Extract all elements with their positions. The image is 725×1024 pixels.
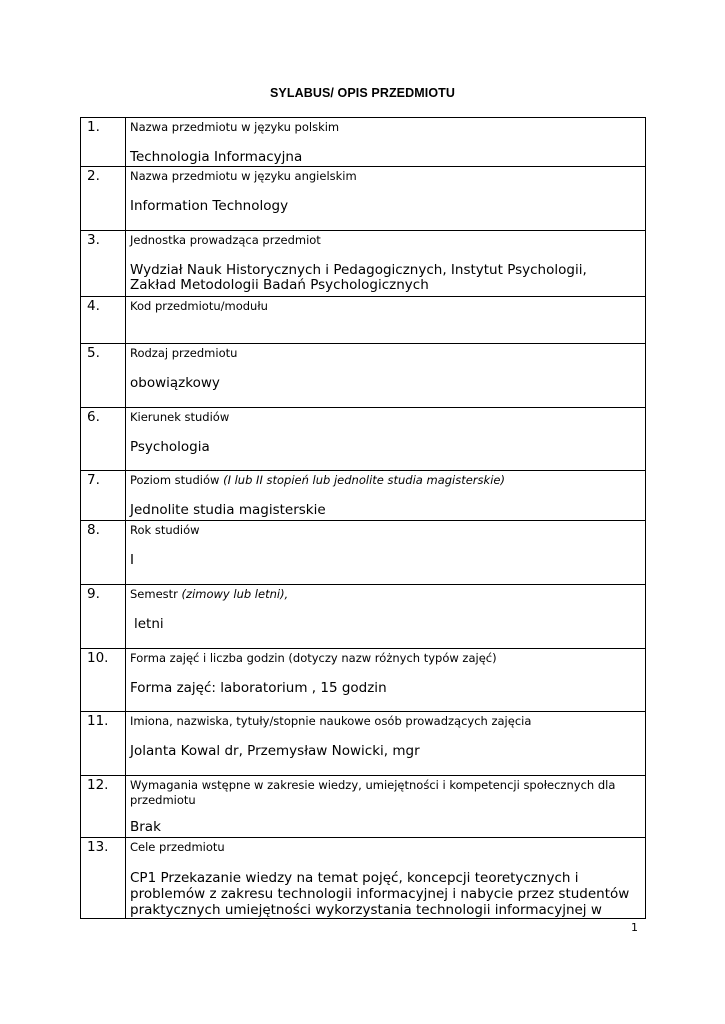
table-row (81, 838, 646, 919)
row-content (126, 167, 646, 231)
table-row (81, 231, 646, 297)
row-content (126, 521, 646, 585)
field-label-line: przedmiotu (130, 793, 196, 807)
field-label: Kierunek studiów (130, 410, 230, 424)
row-content (126, 471, 646, 521)
field-label: Rodzaj przedmiotu (130, 346, 238, 360)
field-label (130, 587, 641, 602)
field-value: Jednolite studia magisterskie (130, 502, 326, 518)
field-value-line: Wydział Nauk Historycznych i Pedagogicznych, Instytut Psychologii, (130, 262, 587, 278)
field-value: letni (134, 616, 164, 632)
field-label-line: Wymagania wstępne w zakresie wiedzy, umiejętności i kompetencji społecznych dla (130, 778, 616, 792)
field-label: Nazwa przedmiotu w języku polskim (130, 120, 340, 134)
field-value: Technologia Informacyjna (130, 149, 303, 165)
row-number: 2. (81, 167, 126, 231)
field-label: Imiona, nazwiska, tytuły/stopnie naukowe osób prowadzących zajęcia (130, 714, 532, 728)
field-value-line: problemów z zakresu technologii informacyjnej i nabycie przez studentów (130, 886, 630, 902)
field-value-line: Zakład Metodologii Badań Psychologicznych (130, 277, 429, 293)
field-label: Kod przedmiotu/modułu (130, 299, 268, 313)
row-content (126, 231, 646, 297)
table-row (81, 344, 646, 408)
row-content (126, 776, 646, 838)
field-value: Information Technology (130, 198, 289, 214)
table-row (81, 471, 646, 521)
row-number: 12. (81, 776, 126, 838)
table-row (81, 408, 646, 471)
field-value: I (130, 552, 134, 568)
field-label: Rok studiów (130, 523, 200, 537)
page-number: 1 (631, 921, 638, 934)
field-label: Jednostka prowadząca przedmiot (130, 233, 321, 247)
table-row (81, 712, 646, 776)
row-number: 1. (81, 118, 126, 167)
row-number: 9. (81, 585, 126, 649)
table-row (81, 649, 646, 712)
field-value: obowiązkowy (130, 375, 220, 391)
table-row (81, 167, 646, 231)
row-content (126, 712, 646, 776)
row-number: 5. (81, 344, 126, 408)
row-content (126, 585, 646, 649)
field-label: Cele przedmiotu (130, 840, 225, 854)
table-row (81, 776, 646, 838)
row-content (126, 408, 646, 471)
row-content (126, 838, 646, 919)
table-row (81, 118, 646, 167)
row-number: 10. (81, 649, 126, 712)
field-value: Brak (130, 819, 161, 835)
field-value: Jolanta Kowal dr, Przemysław Nowicki, mgr (130, 743, 420, 759)
field-label-text: Poziom studiów (130, 473, 220, 487)
field-label-hint: (zimowy lub letni), (181, 587, 289, 601)
table-row (81, 521, 646, 585)
field-value-line: praktycznych umiejętności wykorzystania technologii informacyjnej w (130, 902, 602, 918)
row-number: 4. (81, 297, 126, 344)
field-label-hint: (I lub II stopień lub jednolite studia magisterskie) (223, 473, 505, 487)
table-row (81, 585, 646, 649)
field-value-line: CP1 Przekazanie wiedzy na temat pojęć, koncepcji teoretycznych i (130, 870, 579, 886)
row-number: 7. (81, 471, 126, 521)
field-label-text: Semestr (130, 587, 178, 601)
document-title: SYLABUS/ OPIS PRZEDMIOTU (269, 86, 456, 100)
row-number: 3. (81, 231, 126, 297)
field-value: Forma zajęć: laboratorium , 15 godzin (130, 680, 387, 696)
row-content (126, 344, 646, 408)
table-row (81, 297, 646, 344)
row-number: 13. (81, 838, 126, 919)
field-value: Psychologia (130, 439, 210, 455)
row-number: 8. (81, 521, 126, 585)
field-label (130, 473, 641, 488)
row-content (126, 297, 646, 344)
row-number: 6. (81, 408, 126, 471)
row-content (126, 649, 646, 712)
field-label: Forma zajęć i liczba godzin (dotyczy nazw różnych typów zajęć) (130, 651, 497, 665)
row-number: 11. (81, 712, 126, 776)
field-label: Nazwa przedmiotu w języku angielskim (130, 169, 357, 183)
syllabus-table (80, 117, 646, 919)
row-content (126, 118, 646, 167)
